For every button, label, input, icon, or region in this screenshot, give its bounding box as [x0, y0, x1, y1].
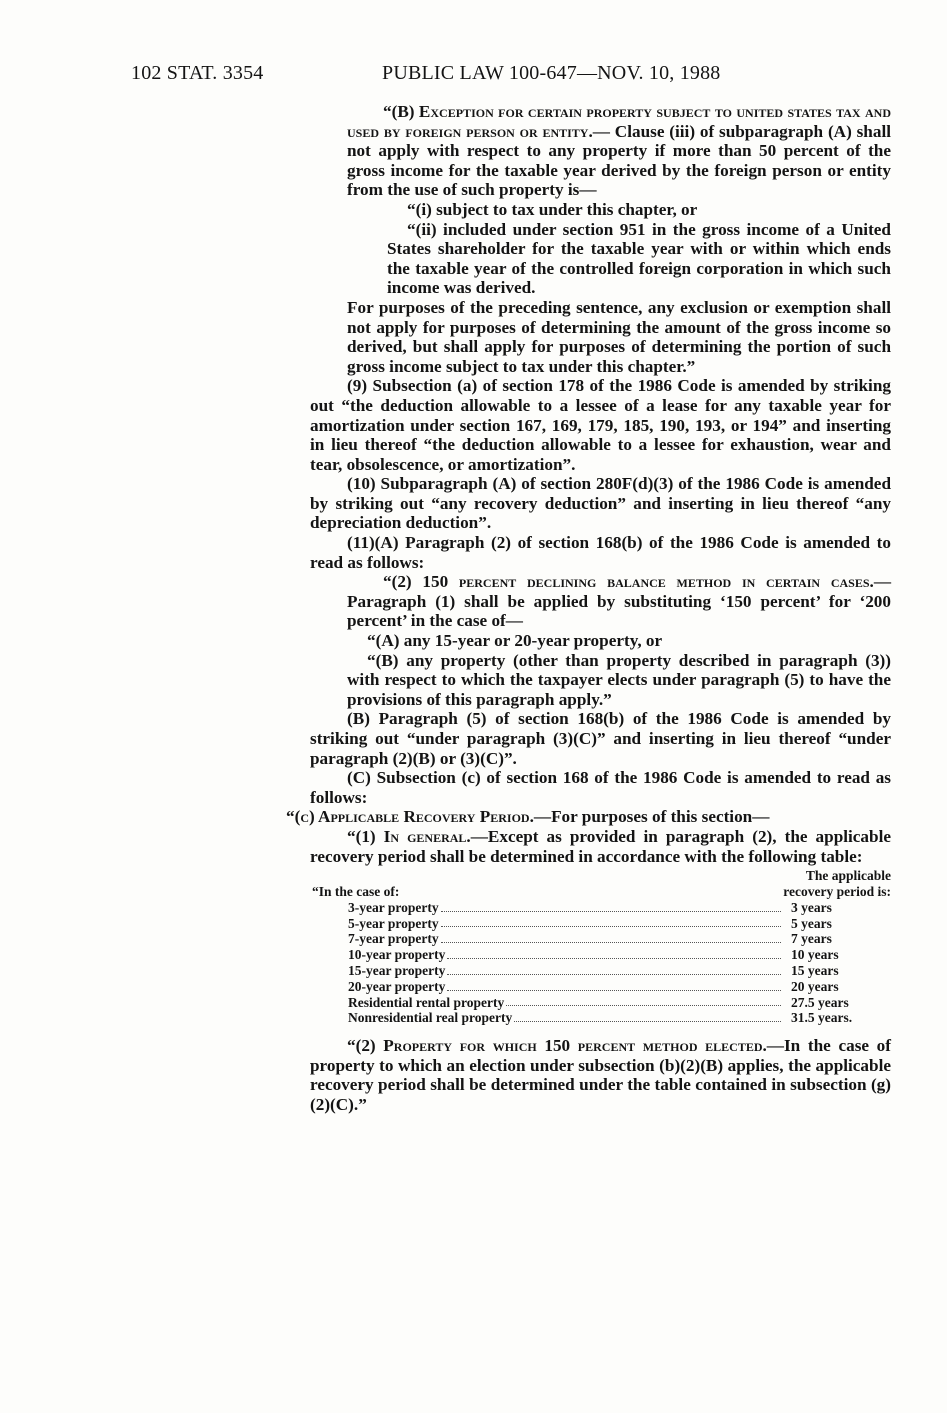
paragraph-11c: (C) Subsection (c) of section 168 of the 1986 Code is amended to read as follows: [310, 768, 891, 807]
paragraph-c2-heading: “(2) Property for which 150 percent method elected. [347, 1036, 767, 1056]
paragraph-b-closing: For purposes of the preceding sentence, any exclusion or exemption shall not apply for purposes of determining the amount of the gross income so derived, but shall apply for purposes of determining the portion of such gross income subject to tax under this chapter.” [347, 297, 891, 376]
table-row [312, 995, 891, 1011]
leader-dots [514, 1021, 781, 1022]
table-row-label: Nonresidential real property [348, 1010, 513, 1026]
paragraph-c1 [310, 827, 891, 866]
subsection-c-text: —For purposes of this section— [533, 807, 770, 827]
table-row [312, 979, 891, 995]
table-row [312, 916, 891, 932]
leader-dots [441, 942, 781, 943]
leader-dots [441, 926, 781, 927]
paragraph-150-heading: “(2) 150 percent declining balance method in certain cases. [383, 572, 874, 592]
leader-dots [447, 990, 781, 991]
table-row-label: 3-year property [348, 899, 439, 915]
table-row-label: 15-year property [348, 962, 446, 978]
paragraph-c1-heading: “(1) In general. [347, 826, 471, 846]
table-header-right-line-1: The applicable [805, 868, 891, 884]
paragraph-11b: (B) Paragraph (5) of section 168(b) of the 1986 Code is amended by striking out “under paragraph (3)(C)” and inserting in lieu thereof “under paragraph (2)(B) or (3)(C)”. [310, 709, 891, 768]
paragraph-11a: (11)(A) Paragraph (2) of section 168(b) of the 1986 Code is amended to read as follows: [310, 533, 891, 572]
paragraph-150-percent [310, 572, 891, 631]
paragraph-b-text: Clause (iii) of subparagraph (A) shall not apply with respect to any property if more than 50 percent of the gross income for the taxable year derived by the foreign person or entity from the use of such property is— [347, 121, 892, 200]
paragraph-c2-text: —In the case of property to which an election under subsection (b)(2)(B) applies, the applicable recovery period shall be determined under the table contained in subsection (g)(2)(C).” [310, 1036, 891, 1114]
table-row [312, 947, 891, 963]
table-row-value: 5 years [791, 915, 832, 931]
subsection-c [286, 807, 891, 827]
table-row-value: 10 years [791, 947, 839, 963]
table-row [312, 900, 891, 916]
table-row [312, 931, 891, 947]
table-row-label: 20-year property [348, 978, 446, 994]
leader-dots [447, 958, 781, 959]
table-row-value: 3 years [791, 899, 832, 915]
table-row-label: Residential rental property [348, 994, 505, 1010]
table-row-value: 15 years [791, 962, 839, 978]
table-header-right [783, 868, 891, 900]
leader-dots [447, 974, 781, 975]
table-row-label: 10-year property [348, 947, 446, 963]
page-running-header: PUBLIC LAW 100-647—NOV. 10, 1988 [382, 62, 721, 84]
paragraph-b-exception [310, 102, 891, 200]
paragraph-c2 [310, 1036, 891, 1114]
paragraph-150-text: —Paragraph (1) shall be applied by substituting ‘150 percent’ for ‘200 percent’ in the case of— [347, 572, 891, 631]
item-a: “(A) any 15-year or 20-year property, or [367, 631, 663, 651]
table-header-right-line-2: recovery period is: [783, 883, 891, 899]
table-row-label: 5-year property [348, 915, 439, 931]
table-header [312, 868, 891, 900]
document-body [286, 102, 892, 1115]
clause-i: “(i) subject to tax under this chapter, or [407, 199, 698, 219]
table-row [312, 963, 891, 979]
paragraph-9: (9) Subsection (a) of section 178 of the 1986 Code is amended by striking out “the deduction allowable to a lessee of a lease for any taxable year for amortization under section 167, 169, 179, 185, 190, 193, or 194” and inserting in lieu thereof “the deduction allowable to a lessee for exhaustion, wear and tear, obsolescence, or amortization”. [310, 376, 891, 474]
clause-ii: “(ii) included under section 951 in the gross income of a United States shareholder for the taxable year with or within which ends the taxable year of the controlled foreign corporation in which such income was derived. [387, 219, 891, 298]
table-row-value: 27.5 years [791, 994, 849, 1010]
leader-dots [441, 911, 781, 912]
page-stat-reference: 102 STAT. 3354 [131, 62, 264, 84]
table-row-label: 7-year property [348, 931, 439, 947]
paragraph-10: (10) Subparagraph (A) of section 280F(d)(3) of the 1986 Code is amended by striking out “any recovery deduction” and inserting in lieu thereof “any depreciation deduction”. [310, 474, 891, 533]
table-row-value: 7 years [791, 931, 832, 947]
item-b: “(B) any property (other than property described in paragraph (3)) with respect to which the taxpayer elects under paragraph (5) to have the provisions of this paragraph apply.” [347, 650, 891, 709]
paragraph-b-heading: “(B) Exception for certain property subject to united states tax and used by foreign person or entity.— [347, 102, 891, 141]
paragraph-c1-text: —Except as provided in paragraph (2), the applicable recovery period shall be determined in accordance with the following table: [310, 826, 891, 866]
table-row-value: 31.5 years. [791, 1010, 853, 1026]
table-row [312, 1010, 891, 1026]
table-row-value: 20 years [791, 978, 839, 994]
subsection-c-heading: “(c) Applicable Recovery Period. [286, 807, 534, 827]
recovery-period-table [312, 868, 891, 1026]
table-header-left: “In the case of: [312, 883, 400, 899]
leader-dots [506, 1005, 781, 1006]
